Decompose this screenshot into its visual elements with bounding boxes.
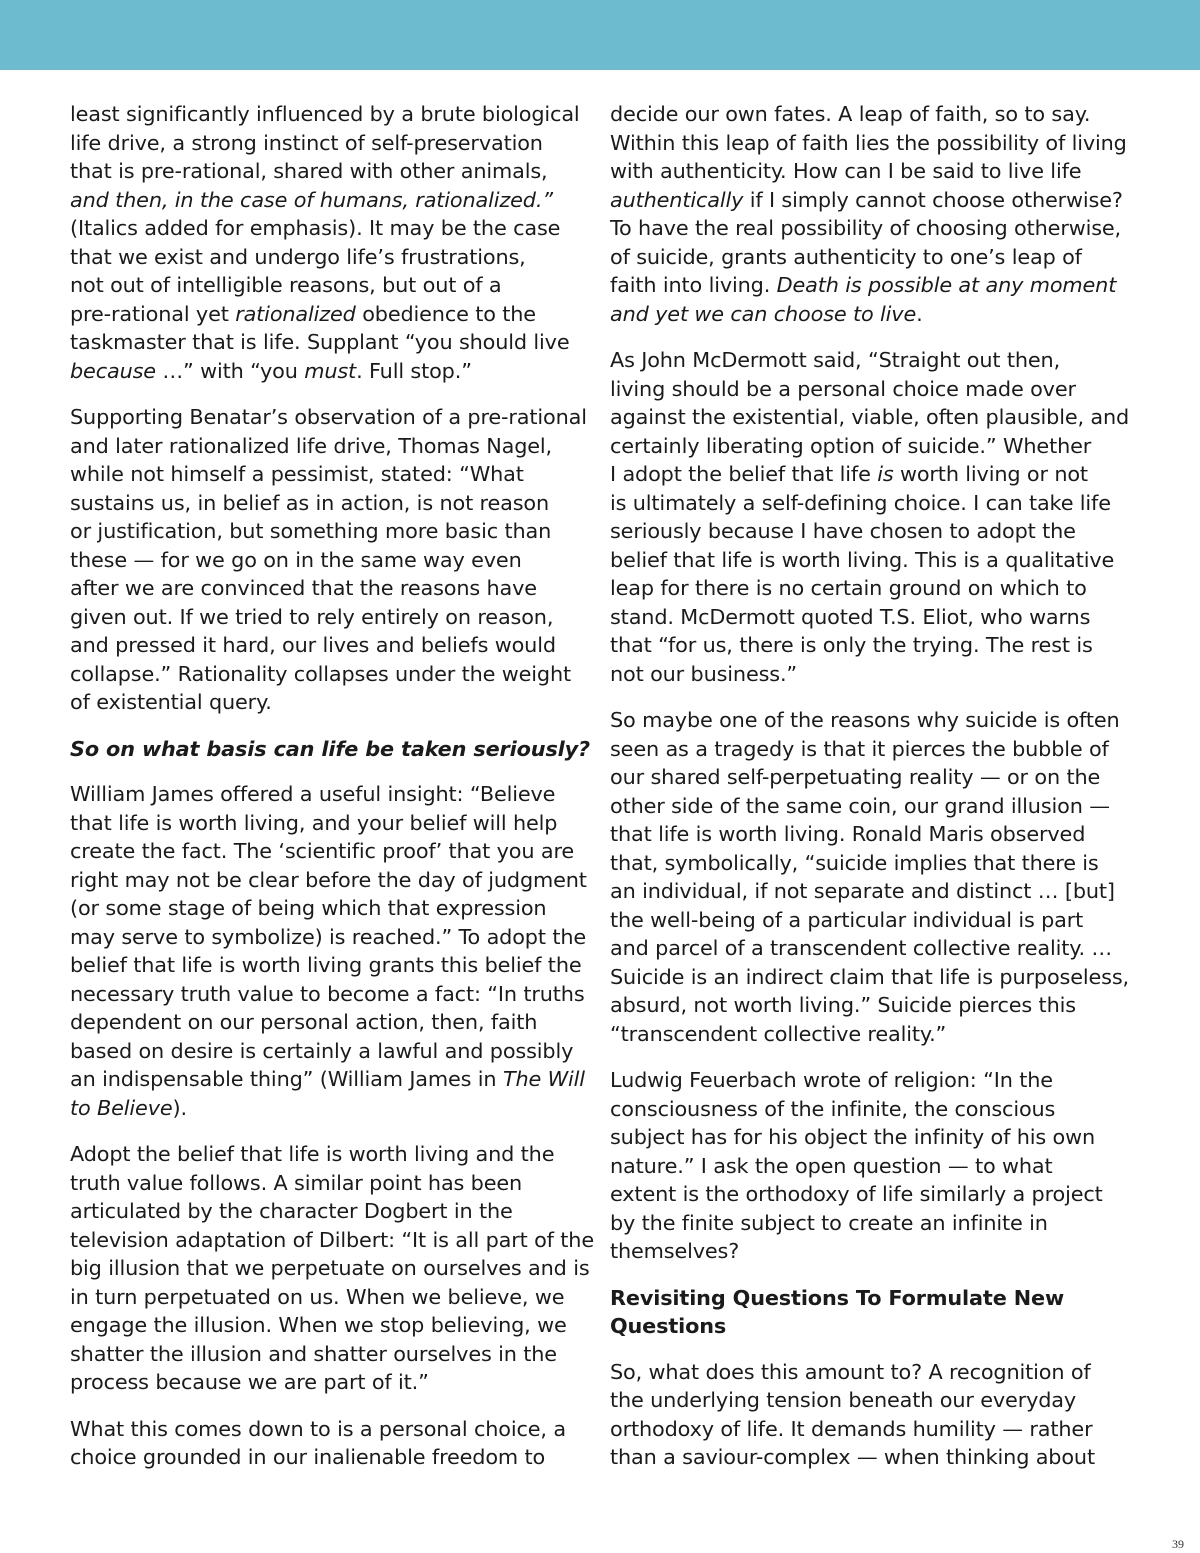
emphasis: is — [877, 462, 894, 486]
text-line — [610, 186, 1135, 215]
text-line: other side of the same coin, our grand illusion — — [610, 793, 1110, 818]
emphasis: to Believe — [70, 1095, 173, 1120]
text-line: than a saviour-complex — when thinking about — [610, 1445, 1095, 1469]
text-line: living should be a personal choice made over — [610, 376, 1076, 401]
text-line: that life is worth living. Ronald Maris observed — [610, 822, 1086, 846]
text-line: decide our own fates. A leap of faith, so to say. — [610, 102, 1091, 126]
left-column — [70, 100, 594, 1490]
text-line: Ludwig Feuerbach wrote of religion: “In the — [610, 1068, 1053, 1092]
text-line: Within this leap of faith lies the possibility of living — [610, 130, 1127, 155]
text-line — [70, 1065, 590, 1094]
paragraph — [70, 1140, 594, 1397]
text-line: belief that life is worth living. This is a qualitative — [610, 547, 1115, 572]
text-line: is ultimately a self-defining choice. I can take life — [610, 490, 1111, 515]
text-span: faith into living. — [610, 273, 777, 297]
text-span: worth living or not — [893, 462, 1088, 486]
text-line: process because we are part of it.” — [70, 1370, 429, 1394]
text-line: of suicide, grants authenticity to one’s leap of — [610, 244, 1082, 269]
text-line: stand. McDermott quoted T.S. Eliot, who warns — [610, 604, 1091, 629]
text-line: engage the illusion. When we stop believing, we — [70, 1313, 567, 1337]
text-line: that, symbolically, “suicide implies that there is — [610, 850, 1099, 875]
text-line: big illusion that we perpetuate on ourselves and is — [70, 1256, 590, 1280]
text-line: may serve to symbolize) is reached.” To adopt the — [70, 924, 587, 949]
text-line: nature.” I ask the open question — to what — [610, 1153, 1053, 1178]
text-line: by the finite subject to create an infinite in — [610, 1210, 1048, 1235]
text-line: William James offered a useful insight: “Believe — [70, 782, 556, 806]
text-line: the well-being of a particular individual is part — [610, 907, 1084, 932]
text-line: choice grounded in our inalienable freedom to — [70, 1445, 546, 1469]
text-span: an indispensable thing” (William James in — [70, 1067, 503, 1091]
text-line: not our business.” — [610, 661, 798, 686]
text-line: least significantly influenced by a brute biological — [70, 102, 580, 126]
paragraph — [70, 780, 590, 1122]
text-line — [70, 300, 590, 329]
text-line: “transcendent collective reality.” — [610, 1021, 947, 1046]
text-line — [610, 300, 1135, 329]
paragraph — [610, 100, 1135, 328]
text-line: life drive, a strong instinct of self-preservation — [70, 130, 543, 155]
text-line: in turn perpetuated on us. When we believe, we — [70, 1284, 565, 1309]
text-line: based on desire is certainly a lawful and possibly — [70, 1038, 574, 1063]
text-line: truth value follows. A similar point has been — [70, 1170, 523, 1195]
text-line: belief that life is worth living grants this belief the — [70, 953, 582, 977]
text-line: necessary truth value to become a fact: “In truths — [70, 981, 585, 1006]
text-line — [610, 460, 1135, 489]
text-span: I adopt the belief that life — [610, 462, 878, 486]
text-line: that life is worth living, and your belief will help — [70, 810, 558, 835]
emphasis: must — [304, 358, 357, 383]
text-line: themselves? — [610, 1239, 740, 1263]
text-line: leap for there is no certain ground on which to — [610, 576, 1087, 600]
text-line: dependent on our personal action, then, faith — [70, 1010, 538, 1034]
text-line: (or some stage of being which that expression — [70, 896, 547, 920]
section-heading — [610, 1284, 1135, 1341]
text-line: seen as a tragedy is that it pierces the bubble of — [610, 736, 1109, 761]
text-line: To have the real possibility of choosing otherwise, — [610, 216, 1121, 240]
text-line — [70, 357, 590, 386]
text-line-italic: and then, in the case of humans, rationalized.” — [70, 187, 553, 212]
text-line: taskmaster that is life. Supplant “you should live — [70, 330, 570, 354]
text-line: an individual, if not separate and distinct … [but] — [610, 879, 1115, 903]
page-number: 39 — [1172, 1537, 1184, 1551]
paragraph — [610, 346, 1135, 688]
text-line: subject has for his object the infinity of his own — [610, 1125, 1095, 1149]
text-line: sustains us, in belief as in action, is not reason — [70, 490, 550, 515]
text-line: articulated by the character Dogbert in the — [70, 1199, 513, 1223]
paragraph — [610, 1066, 1135, 1266]
emphasis: The Will — [502, 1067, 585, 1091]
text-line: our shared self-perpetuating reality — or on the — [610, 765, 1101, 789]
text-line — [70, 1094, 590, 1123]
paragraph — [70, 1415, 590, 1472]
text-line: after we are convinced that the reasons have — [70, 576, 537, 600]
text-line: right may not be clear before the day of judgment — [70, 867, 587, 892]
emphasis: because — [70, 358, 156, 383]
text-line: and pressed it hard, our lives and beliefs would — [70, 633, 556, 657]
paragraph — [70, 100, 590, 385]
text-line: seriously because I have chosen to adopt the — [610, 519, 1076, 543]
heading-text: So on what basis can life be taken seriously? — [70, 736, 590, 761]
text-line: these — for we go on in the same way even — [70, 547, 522, 572]
text-line: while not himself a pessimist, stated: “What — [70, 462, 524, 486]
text-line: and later rationalized life drive, Thomas Nagel, — [70, 433, 553, 458]
text-line: What this comes down to is a personal choice, a — [70, 1416, 566, 1441]
emphasis: and yet we can choose to live — [610, 301, 917, 326]
text-line: or justification, but something more basic than — [70, 519, 552, 543]
text-line: against the existential, viable, often plausible, and — [610, 405, 1130, 429]
text-span: obedience to the — [355, 301, 536, 326]
text-line: television adaptation of Dilbert: “It is all part of the — [70, 1227, 594, 1252]
text-line: So maybe one of the reasons why suicide is often — [610, 708, 1120, 732]
heading-text: Questions — [610, 1314, 727, 1338]
text-span: . — [916, 301, 923, 326]
text-span: if I simply cannot choose otherwise? — [743, 187, 1123, 212]
heading-text: Revisiting Questions To Formulate New — [610, 1285, 1065, 1310]
text-span: ). — [172, 1095, 187, 1120]
text-line: the underlying tension beneath our everyday — [610, 1388, 1077, 1412]
text-line: and parcel of a transcendent collective reality. … — [610, 936, 1113, 960]
text-line: Adopt the belief that life is worth living and the — [70, 1142, 555, 1166]
text-line: of existential query. — [70, 690, 272, 714]
text-line: that we exist and undergo life’s frustrations, — [70, 244, 526, 269]
text-line: that is pre-rational, shared with other animals, — [70, 159, 548, 183]
text-line: certainly liberating option of suicide.” Whether — [610, 433, 1092, 458]
header-band — [0, 0, 1200, 70]
emphasis: rationalized — [235, 301, 356, 326]
paragraph — [610, 1358, 1135, 1472]
text-line: shatter the illusion and shatter ourselves in the — [70, 1341, 557, 1366]
text-line: extent is the orthodoxy of life similarly a project — [610, 1182, 1103, 1206]
text-line: given out. If we tried to rely entirely on reason, — [70, 604, 554, 629]
paragraph — [610, 706, 1135, 1048]
text-line: orthodoxy of life. It demands humility — rather — [610, 1416, 1093, 1441]
text-span: …” with “you — [155, 358, 305, 383]
text-span: . Full stop.” — [356, 358, 472, 383]
text-span: pre-rational yet — [70, 301, 236, 326]
paragraph — [70, 403, 590, 717]
text-line: absurd, not worth living.” Suicide pierces this — [610, 993, 1076, 1017]
text-line: So, what does this amount to? A recognition of — [610, 1359, 1091, 1384]
section-heading — [70, 735, 590, 764]
text-line: Suicide is an indirect claim that life is purposeless, — [610, 964, 1129, 989]
text-line: As John McDermott said, “Straight out then, — [610, 348, 1061, 372]
text-line: create the fact. The ‘scientific proof’ that you are — [70, 839, 575, 863]
text-line: that “for us, there is only the trying. The rest is — [610, 633, 1093, 657]
text-line — [610, 271, 1135, 300]
text-line: not out of intelligible reasons, but out of a — [70, 273, 502, 297]
emphasis: authentically — [610, 187, 744, 212]
emphasis: Death is possible at any moment — [776, 273, 1117, 297]
right-column — [610, 100, 1135, 1490]
text-line: with authenticity. How can I be said to live life — [610, 159, 1082, 183]
text-line: consciousness of the infinite, the conscious — [610, 1096, 1056, 1121]
text-line: Supporting Benatar’s observation of a pre-rational — [70, 405, 587, 429]
text-line: (Italics added for emphasis). It may be the case — [70, 216, 561, 240]
text-line: collapse.” Rationality collapses under the weight — [70, 661, 571, 686]
